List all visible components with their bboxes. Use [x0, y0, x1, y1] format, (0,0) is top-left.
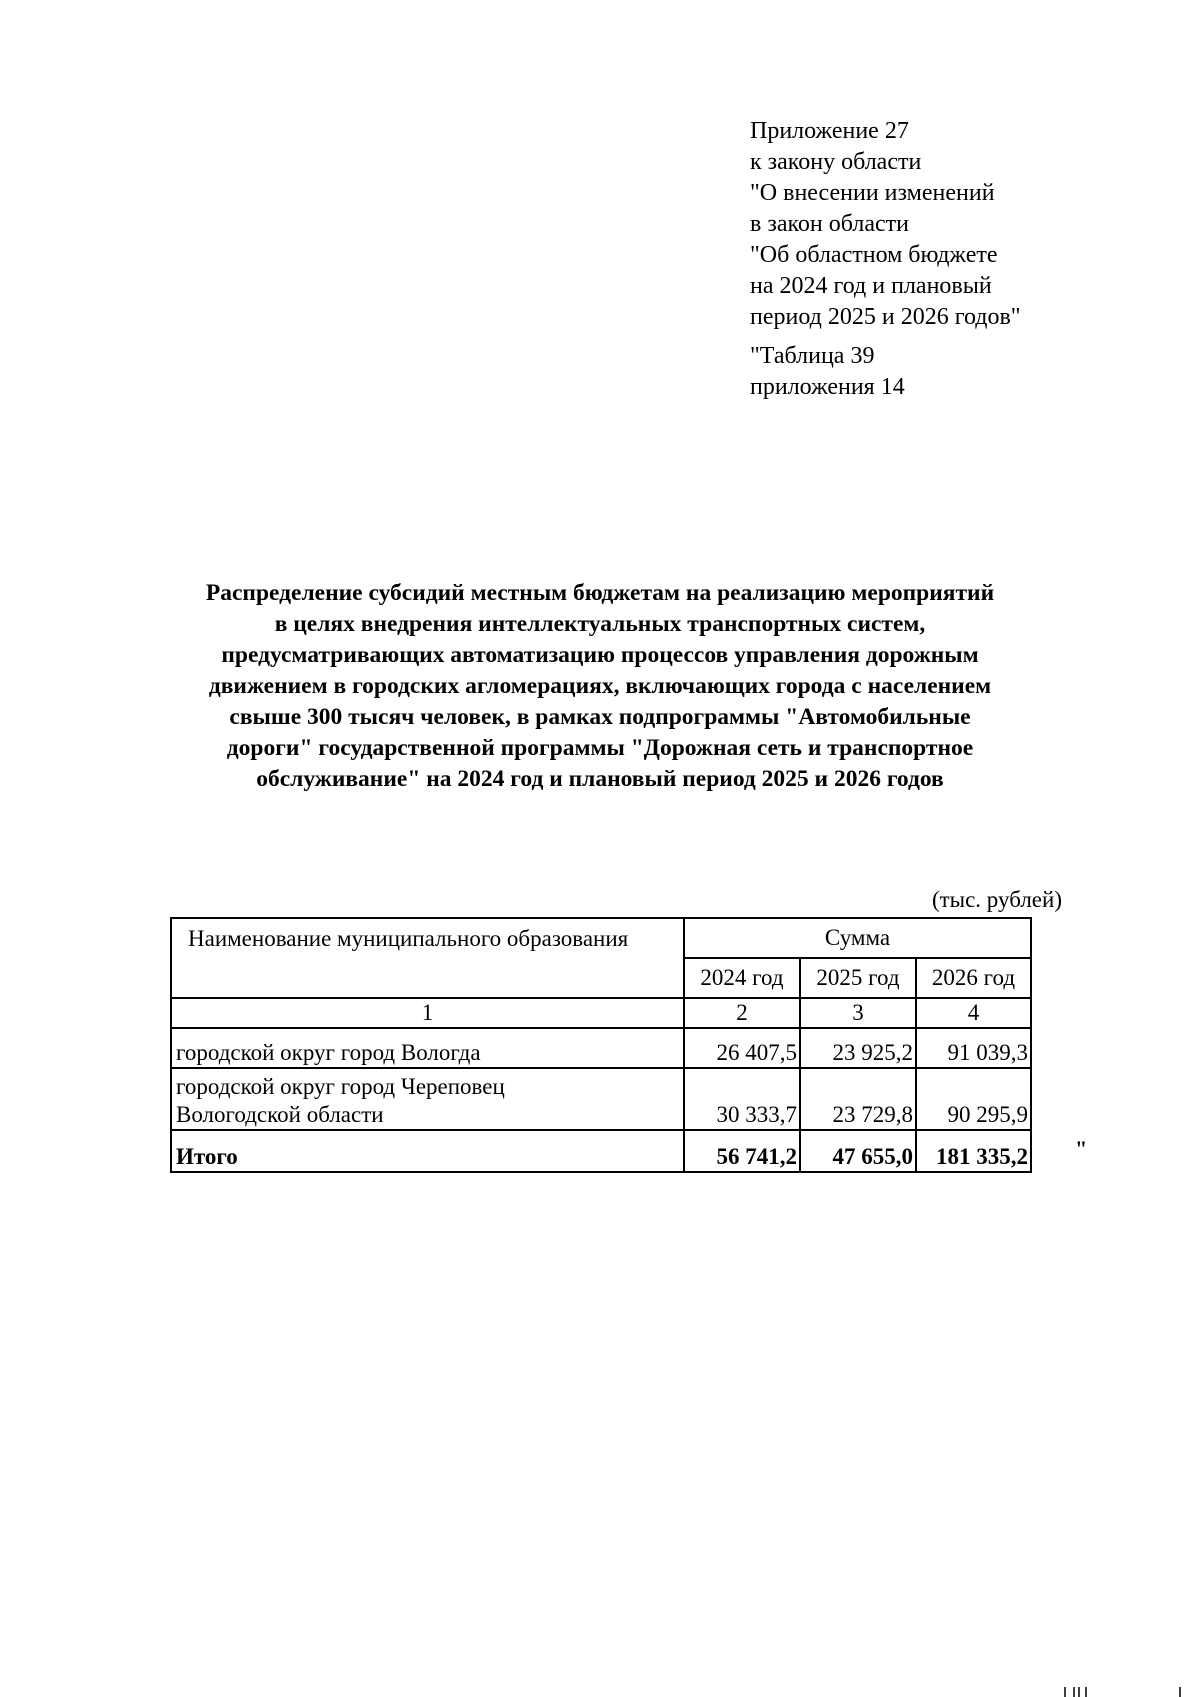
table-row [171, 1068, 1031, 1130]
total-2025: 47 655,0 [800, 1130, 916, 1172]
total-2024: 56 741,2 [684, 1130, 800, 1172]
header-year-2024: 2024 год [684, 958, 800, 998]
appendix-line: период 2025 и 2026 годов" [750, 304, 1021, 330]
appendix-line: к закону области [750, 149, 922, 175]
title-line: Распределение субсидий местным бюджетам на реализацию мероприятий [205, 580, 995, 606]
total-label: Итого [171, 1130, 684, 1172]
title-line: движением в городских агломерациях, включающих города с населением [208, 673, 992, 699]
column-number: 1 [171, 998, 684, 1028]
value-2024: 26 407,5 [684, 1028, 800, 1068]
value-2024: 30 333,7 [684, 1068, 800, 1130]
closing-quote: " [1075, 1136, 1088, 1161]
title-line: свыше 300 тысяч человек, в рамках подпрограммы "Автомобильные [229, 704, 971, 730]
title-line: предусматривающих автоматизацию процессов управления дорожным [221, 642, 979, 668]
header-year-2025: 2025 год [800, 958, 916, 998]
column-number: 4 [916, 998, 1031, 1028]
header-sum-cell: Сумма [684, 918, 1031, 958]
municipality-name-line: городской округ город Череповец [176, 1074, 505, 1099]
appendix-line: Приложение 27 [750, 118, 909, 144]
title-line: обслуживание" на 2024 год и плановый период 2025 и 2026 годов [256, 766, 944, 792]
units-label: (тыс. рублей) [931, 887, 1062, 912]
column-numbers-row [171, 998, 1031, 1028]
municipality-name-line: Вологодской области [176, 1102, 384, 1127]
document-title [150, 578, 1050, 795]
total-2026: 181 335,2 [916, 1130, 1031, 1172]
title-line: в целях внедрения интеллектуальных транспортных систем, [274, 611, 926, 637]
appendix-line: в закон области [750, 211, 909, 237]
header-row [171, 918, 1031, 958]
table-row [171, 1028, 1031, 1068]
value-2025: 23 729,8 [800, 1068, 916, 1130]
municipality-name [171, 1068, 684, 1130]
appendix-line: "О внесении изменений [750, 180, 995, 206]
value-2026: 91 039,3 [916, 1028, 1031, 1068]
title-line: дороги" государственной программы "Дорожная сеть и транспортное [226, 735, 974, 761]
value-2025: 23 925,2 [800, 1028, 916, 1068]
scan-artifact-marks [1060, 1685, 1190, 1697]
appendix-line: на 2024 год и плановый [750, 273, 992, 299]
spacer [750, 333, 1021, 341]
table-reference-line: приложения 14 [750, 374, 905, 400]
subsidies-table [170, 917, 1032, 1173]
value-2026: 90 295,9 [916, 1068, 1031, 1130]
column-number: 3 [800, 998, 916, 1028]
header-year-2026: 2026 год [916, 958, 1031, 998]
municipality-name: городской округ город Вологда [171, 1028, 684, 1068]
column-number: 2 [684, 998, 800, 1028]
table-reference-line: "Таблица 39 [750, 343, 875, 369]
appendix-line: "Об областном бюджете [750, 242, 998, 268]
header-name-cell: Наименование муниципального образования [171, 918, 684, 998]
appendix-block [750, 116, 1021, 403]
total-row [171, 1130, 1031, 1172]
